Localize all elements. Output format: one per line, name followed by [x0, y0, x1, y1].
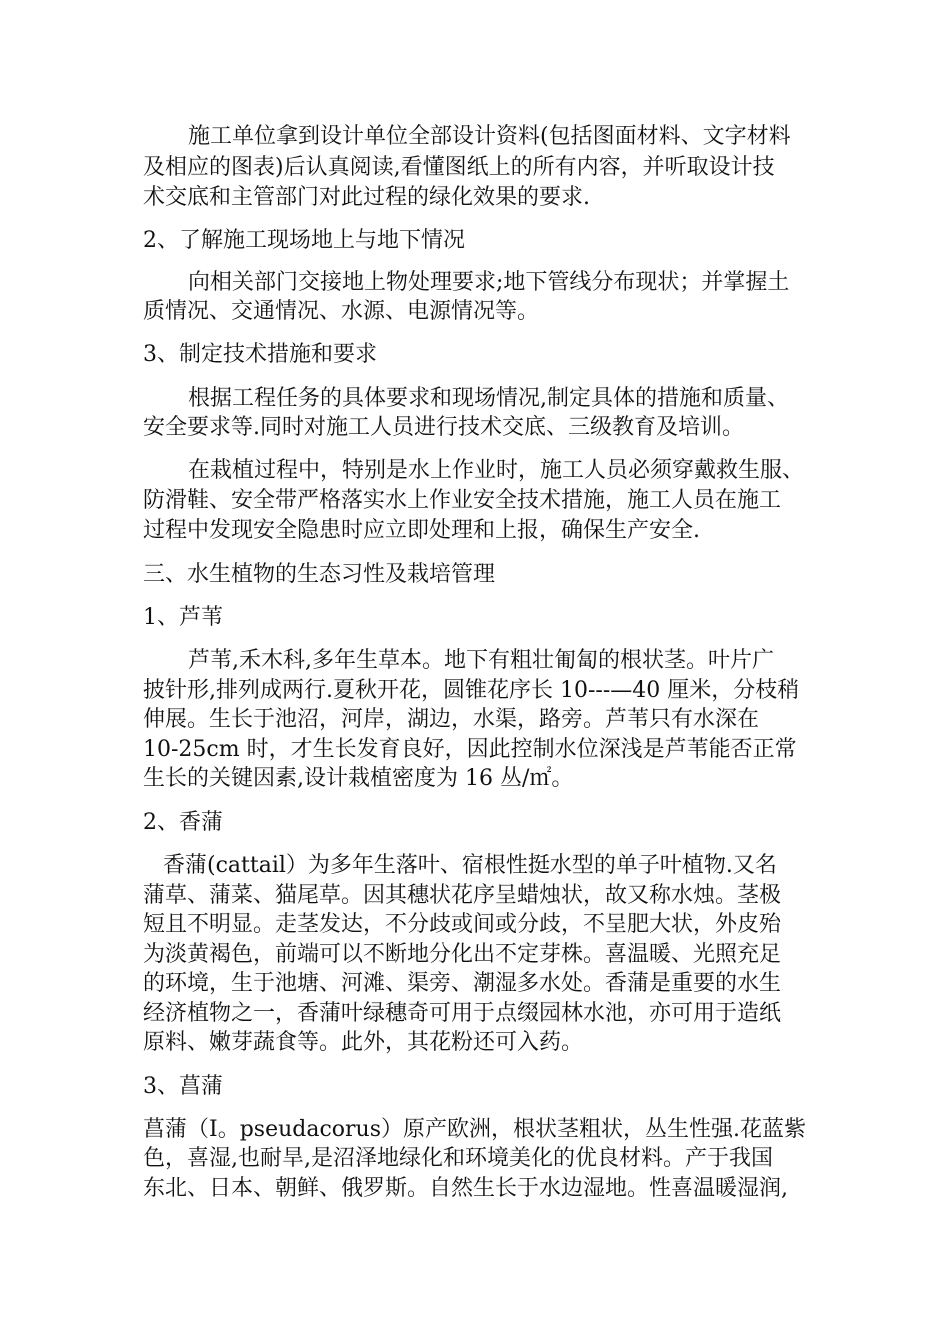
- text-line: 10-25cm 时，才生长发育良好，因此控制水位深浅是芦苇能否正常: [143, 737, 797, 762]
- text-line: 蒲草、蒲菜、猫尾草。因其穗状花序呈蜡烛状，故又称水烛。茎极: [143, 883, 782, 908]
- text-line: 香蒲(cattail）为多年生落叶、宿根性挺水型的单子叶植物.又名: [163, 853, 777, 878]
- text-line: 为淡黄褐色，前端可以不断地分化出不定芽株。喜温暖、光照充足: [143, 942, 782, 967]
- heading-site-conditions: 2、了解施工现场地上与地下情况: [143, 228, 465, 253]
- text-line: 质情况、交通情况、水源、电源情况等。: [143, 299, 540, 324]
- text-line: 短且不明显。走茎发达，不分歧或间或分歧，不呈肥大状，外皮殆: [143, 912, 782, 937]
- text-line: 伸展。生长于池沼，河岸，湖边，水渠，路旁。芦苇只有水深在: [143, 707, 760, 732]
- text-line: 菖蒲（I。pseudacorus）原产欧洲，根状茎粗状，丛生性强.花蓝紫: [143, 1117, 806, 1142]
- text-line: 在栽植过程中，特别是水上作业时，施工人员必须穿戴救生服、: [188, 458, 805, 483]
- text-line: 的环境，生于池塘、河滩、渠旁、潮湿多水处。香蒲是重要的水生: [143, 971, 782, 996]
- text-line: 东北、日本、朝鲜、俄罗斯。自然生长于水边湿地。性喜温暖湿润,: [143, 1176, 788, 1201]
- text-line: 生长的关键因素,设计栽植密度为 16 丛/㎡。: [143, 766, 574, 791]
- text-line: 防滑鞋、安全带严格落实水上作业安全技术措施，施工人员在施工: [143, 488, 782, 513]
- text-line: 芦苇,禾木科,多年生草本。地下有粗壮匍匐的根状茎。叶片广: [188, 648, 774, 673]
- text-line: 施工单位拿到设计单位全部设计资料(包括图面材料、文字材料: [188, 124, 791, 149]
- section-title-aquatic-plants: 三、水生植物的生态习性及栽培管理: [143, 562, 496, 587]
- text-line: 向相关部门交接地上物处理要求;地下管线分布现状；并掌握土: [188, 270, 790, 295]
- heading-cattail: 2、香蒲: [143, 810, 223, 835]
- text-line: 披针形,排列成两行.夏秋开花，圆锥花序长 10---—40 厘米，分枝稍: [143, 678, 800, 703]
- heading-iris: 3、菖蒲: [143, 1074, 223, 1099]
- heading-reed: 1、芦苇: [143, 605, 223, 630]
- text-line: 原料、嫩芽蔬食等。此外，其花粉还可入药。: [143, 1030, 584, 1055]
- text-line: 过程中发现安全隐患时应立即处理和上报，确保生产安全.: [143, 518, 700, 543]
- text-line: 术交底和主管部门对此过程的绿化效果的要求.: [143, 185, 590, 210]
- text-line: 及相应的图表)后认真阅读,看懂图纸上的所有内容，并听取设计技: [143, 155, 775, 180]
- text-line: 经济植物之一，香蒲叶绿穗奇可用于点缀园林水池，亦可用于造纸: [143, 1001, 782, 1026]
- text-line: 色，喜湿,也耐旱,是沼泽地绿化和环境美化的优良材料。产于我国: [143, 1146, 773, 1171]
- heading-technical-measures: 3、制定技术措施和要求: [143, 342, 377, 367]
- text-line: 根据工程任务的具体要求和现场情况,制定具体的措施和质量、: [188, 386, 789, 411]
- text-line: 安全要求等.同时对施工人员进行技术交底、三级教育及培训。: [143, 415, 744, 440]
